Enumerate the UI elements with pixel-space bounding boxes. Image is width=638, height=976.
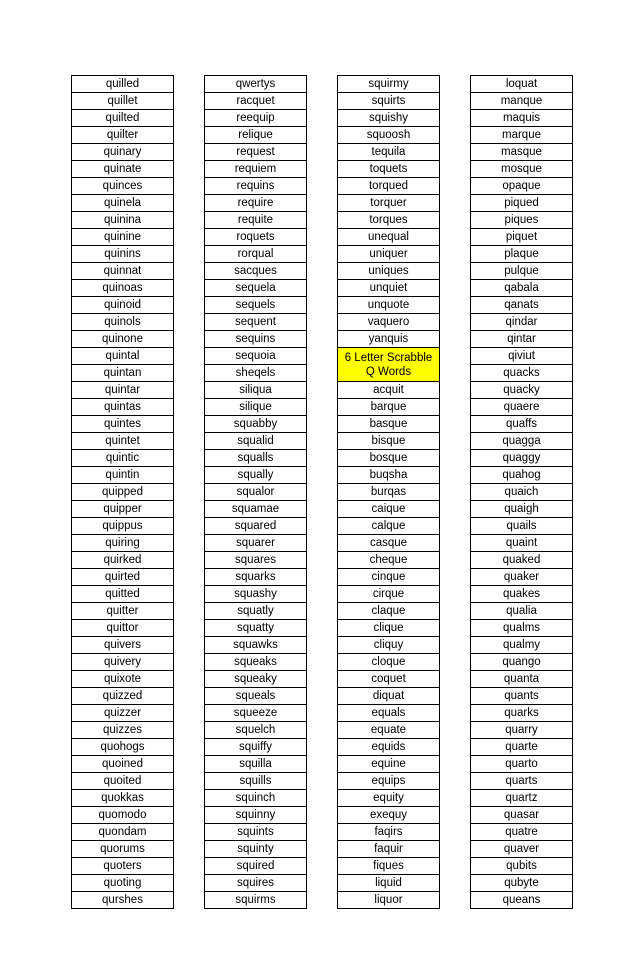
- word-cell: quaigh: [471, 501, 572, 518]
- word-cell: squally: [205, 467, 306, 484]
- word-cell: qabala: [471, 280, 572, 297]
- word-cell: liquor: [338, 892, 439, 909]
- word-cell: fiques: [338, 858, 439, 875]
- word-cell: requiem: [205, 161, 306, 178]
- word-cell: reequip: [205, 110, 306, 127]
- word-column-2: [204, 75, 307, 909]
- word-cell: quintal: [72, 348, 173, 365]
- word-cell: quarts: [471, 773, 572, 790]
- word-cell: squalls: [205, 450, 306, 467]
- word-cell: quinoid: [72, 297, 173, 314]
- word-cell: tequila: [338, 144, 439, 161]
- word-cell: qiviut: [471, 348, 572, 365]
- word-cell: quohogs: [72, 739, 173, 756]
- word-cell: qubyte: [471, 875, 572, 892]
- word-cell: relique: [205, 127, 306, 144]
- word-cell: squawks: [205, 637, 306, 654]
- word-cell: burqas: [338, 484, 439, 501]
- word-cell: squarer: [205, 535, 306, 552]
- word-cell: faquir: [338, 841, 439, 858]
- word-cell: equids: [338, 739, 439, 756]
- word-cell: quinins: [72, 246, 173, 263]
- word-cell: quacky: [471, 382, 572, 399]
- word-cell: request: [205, 144, 306, 161]
- word-cell: squeals: [205, 688, 306, 705]
- word-cell: sequins: [205, 331, 306, 348]
- word-cell: quarte: [471, 739, 572, 756]
- word-cell: qubits: [471, 858, 572, 875]
- word-cell: piquet: [471, 229, 572, 246]
- word-cell: diquat: [338, 688, 439, 705]
- word-cell: squires: [205, 875, 306, 892]
- word-cell: squinch: [205, 790, 306, 807]
- word-cell: quails: [471, 518, 572, 535]
- word-cell: loquat: [471, 76, 572, 93]
- word-cell: quinone: [72, 331, 173, 348]
- word-cell: require: [205, 195, 306, 212]
- word-cell: quakes: [471, 586, 572, 603]
- word-cell: quirked: [72, 552, 173, 569]
- word-cell: vaquero: [338, 314, 439, 331]
- word-cell: quarry: [471, 722, 572, 739]
- word-cell: quintas: [72, 399, 173, 416]
- word-cell: quinary: [72, 144, 173, 161]
- word-cell: quokkas: [72, 790, 173, 807]
- word-cell: calque: [338, 518, 439, 535]
- word-cell: squared: [205, 518, 306, 535]
- word-cell: queans: [471, 892, 572, 909]
- word-cell: quintes: [72, 416, 173, 433]
- word-cell: qualia: [471, 603, 572, 620]
- word-column-1: [71, 75, 174, 909]
- word-cell: qintar: [471, 331, 572, 348]
- word-cell: sequent: [205, 314, 306, 331]
- word-cell: qurshes: [72, 892, 173, 909]
- word-cell: claque: [338, 603, 439, 620]
- word-cell: quilled: [72, 76, 173, 93]
- word-cell: quatre: [471, 824, 572, 841]
- word-cell: quizzer: [72, 705, 173, 722]
- word-cell: quizzes: [72, 722, 173, 739]
- word-cell: quirted: [72, 569, 173, 586]
- word-cell: cloque: [338, 654, 439, 671]
- word-cell: quarto: [471, 756, 572, 773]
- word-cell: qwertys: [205, 76, 306, 93]
- word-cell: qualms: [471, 620, 572, 637]
- word-cell: requins: [205, 178, 306, 195]
- word-cell: quaker: [471, 569, 572, 586]
- word-cell: quants: [471, 688, 572, 705]
- word-cell: requite: [205, 212, 306, 229]
- word-cell: quintar: [72, 382, 173, 399]
- word-cell: quizzed: [72, 688, 173, 705]
- word-cell: cinque: [338, 569, 439, 586]
- word-cell: quasar: [471, 807, 572, 824]
- word-cell: quintet: [72, 433, 173, 450]
- word-cell: quahog: [471, 467, 572, 484]
- word-cell: masque: [471, 144, 572, 161]
- word-cell: buqsha: [338, 467, 439, 484]
- word-cell: equate: [338, 722, 439, 739]
- word-cell: liquid: [338, 875, 439, 892]
- word-cell: sequoia: [205, 348, 306, 365]
- word-cell: silique: [205, 399, 306, 416]
- word-cell: qanats: [471, 297, 572, 314]
- word-cell: squinny: [205, 807, 306, 824]
- word-cell: squalid: [205, 433, 306, 450]
- word-cell: quippus: [72, 518, 173, 535]
- word-cell: quilted: [72, 110, 173, 127]
- word-cell: squishy: [338, 110, 439, 127]
- word-cell: marque: [471, 127, 572, 144]
- word-cell: squoosh: [338, 127, 439, 144]
- word-cell: unequal: [338, 229, 439, 246]
- word-cell: caique: [338, 501, 439, 518]
- word-cell: quinate: [72, 161, 173, 178]
- word-cell: squirts: [338, 93, 439, 110]
- word-cell: yanquis: [338, 331, 439, 348]
- word-cell: squalor: [205, 484, 306, 501]
- word-cell: uniquer: [338, 246, 439, 263]
- word-cell: squashy: [205, 586, 306, 603]
- word-column-4: [470, 75, 573, 909]
- word-cell: sacques: [205, 263, 306, 280]
- word-cell: quarks: [471, 705, 572, 722]
- word-cell: squamae: [205, 501, 306, 518]
- word-cell: quinnat: [72, 263, 173, 280]
- word-cell: quaffs: [471, 416, 572, 433]
- word-cell: quorums: [72, 841, 173, 858]
- word-cell: quilter: [72, 127, 173, 144]
- word-cell: quaked: [471, 552, 572, 569]
- word-cell: toquets: [338, 161, 439, 178]
- word-cell: torqued: [338, 178, 439, 195]
- word-cell: siliqua: [205, 382, 306, 399]
- word-cell: quoined: [72, 756, 173, 773]
- word-cell: quintic: [72, 450, 173, 467]
- word-cell: quoters: [72, 858, 173, 875]
- word-cell: roquets: [205, 229, 306, 246]
- word-cell: quinces: [72, 178, 173, 195]
- word-cell: quivery: [72, 654, 173, 671]
- word-cell: plaque: [471, 246, 572, 263]
- word-cell: squiffy: [205, 739, 306, 756]
- word-cell: clique: [338, 620, 439, 637]
- word-cell: quaggy: [471, 450, 572, 467]
- word-cell: piques: [471, 212, 572, 229]
- word-cell: racquet: [205, 93, 306, 110]
- word-cell: squills: [205, 773, 306, 790]
- word-cell: coquet: [338, 671, 439, 688]
- word-cell: quoited: [72, 773, 173, 790]
- word-cell: barque: [338, 399, 439, 416]
- word-cell: squelch: [205, 722, 306, 739]
- word-cell: squirms: [205, 892, 306, 909]
- word-cell: quaver: [471, 841, 572, 858]
- word-cell: squeaky: [205, 671, 306, 688]
- word-cell: squabby: [205, 416, 306, 433]
- word-cell: quartz: [471, 790, 572, 807]
- word-cell: squatty: [205, 620, 306, 637]
- word-cell: maquis: [471, 110, 572, 127]
- word-cell: qindar: [471, 314, 572, 331]
- word-cell: casque: [338, 535, 439, 552]
- word-cell: quacks: [471, 365, 572, 382]
- word-cell: sheqels: [205, 365, 306, 382]
- word-cell: unquote: [338, 297, 439, 314]
- word-cell: quaint: [471, 535, 572, 552]
- word-cell: equity: [338, 790, 439, 807]
- word-cell: quinols: [72, 314, 173, 331]
- word-cell: mosque: [471, 161, 572, 178]
- word-cell: acquit: [338, 382, 439, 399]
- word-cell: quipped: [72, 484, 173, 501]
- word-cell: equips: [338, 773, 439, 790]
- word-cell: quitter: [72, 603, 173, 620]
- word-cell: quanta: [471, 671, 572, 688]
- word-cell: piqued: [471, 195, 572, 212]
- word-cell: quagga: [471, 433, 572, 450]
- word-cell: quaere: [471, 399, 572, 416]
- word-cell: exequy: [338, 807, 439, 824]
- word-cell: bosque: [338, 450, 439, 467]
- word-cell: quomodo: [72, 807, 173, 824]
- word-cell: quondam: [72, 824, 173, 841]
- word-cell: sequela: [205, 280, 306, 297]
- word-cell: basque: [338, 416, 439, 433]
- word-cell: cliquy: [338, 637, 439, 654]
- word-cell: quinela: [72, 195, 173, 212]
- word-cell: quinine: [72, 229, 173, 246]
- word-cell: quixote: [72, 671, 173, 688]
- word-cell: equine: [338, 756, 439, 773]
- word-cell: torques: [338, 212, 439, 229]
- word-cell: squatly: [205, 603, 306, 620]
- word-cell: quinina: [72, 212, 173, 229]
- word-cell: quiring: [72, 535, 173, 552]
- word-cell: squeaks: [205, 654, 306, 671]
- word-cell: quipper: [72, 501, 173, 518]
- word-cell: torquer: [338, 195, 439, 212]
- word-cell: qualmy: [471, 637, 572, 654]
- word-cell: squirmy: [338, 76, 439, 93]
- word-cell: pulque: [471, 263, 572, 280]
- word-cell: quoting: [72, 875, 173, 892]
- word-cell: unquiet: [338, 280, 439, 297]
- word-cell: squarks: [205, 569, 306, 586]
- word-column-3: [337, 75, 440, 909]
- word-cell: squares: [205, 552, 306, 569]
- word-cell: manque: [471, 93, 572, 110]
- word-cell: uniques: [338, 263, 439, 280]
- word-cell: squeeze: [205, 705, 306, 722]
- word-cell: quillet: [72, 93, 173, 110]
- section-heading-cell: 6 Letter Scrabble Q Words: [338, 348, 439, 382]
- word-cell: rorqual: [205, 246, 306, 263]
- word-cell: squinty: [205, 841, 306, 858]
- word-cell: bisque: [338, 433, 439, 450]
- word-cell: faqirs: [338, 824, 439, 841]
- word-cell: sequels: [205, 297, 306, 314]
- word-cell: squired: [205, 858, 306, 875]
- word-cell: quinoas: [72, 280, 173, 297]
- word-cell: equals: [338, 705, 439, 722]
- word-cell: squilla: [205, 756, 306, 773]
- word-cell: quivers: [72, 637, 173, 654]
- word-cell: quintan: [72, 365, 173, 382]
- word-cell: squints: [205, 824, 306, 841]
- word-cell: quintin: [72, 467, 173, 484]
- word-cell: quitted: [72, 586, 173, 603]
- word-cell: quaich: [471, 484, 572, 501]
- word-cell: opaque: [471, 178, 572, 195]
- word-cell: cirque: [338, 586, 439, 603]
- word-cell: cheque: [338, 552, 439, 569]
- word-cell: quango: [471, 654, 572, 671]
- word-cell: quittor: [72, 620, 173, 637]
